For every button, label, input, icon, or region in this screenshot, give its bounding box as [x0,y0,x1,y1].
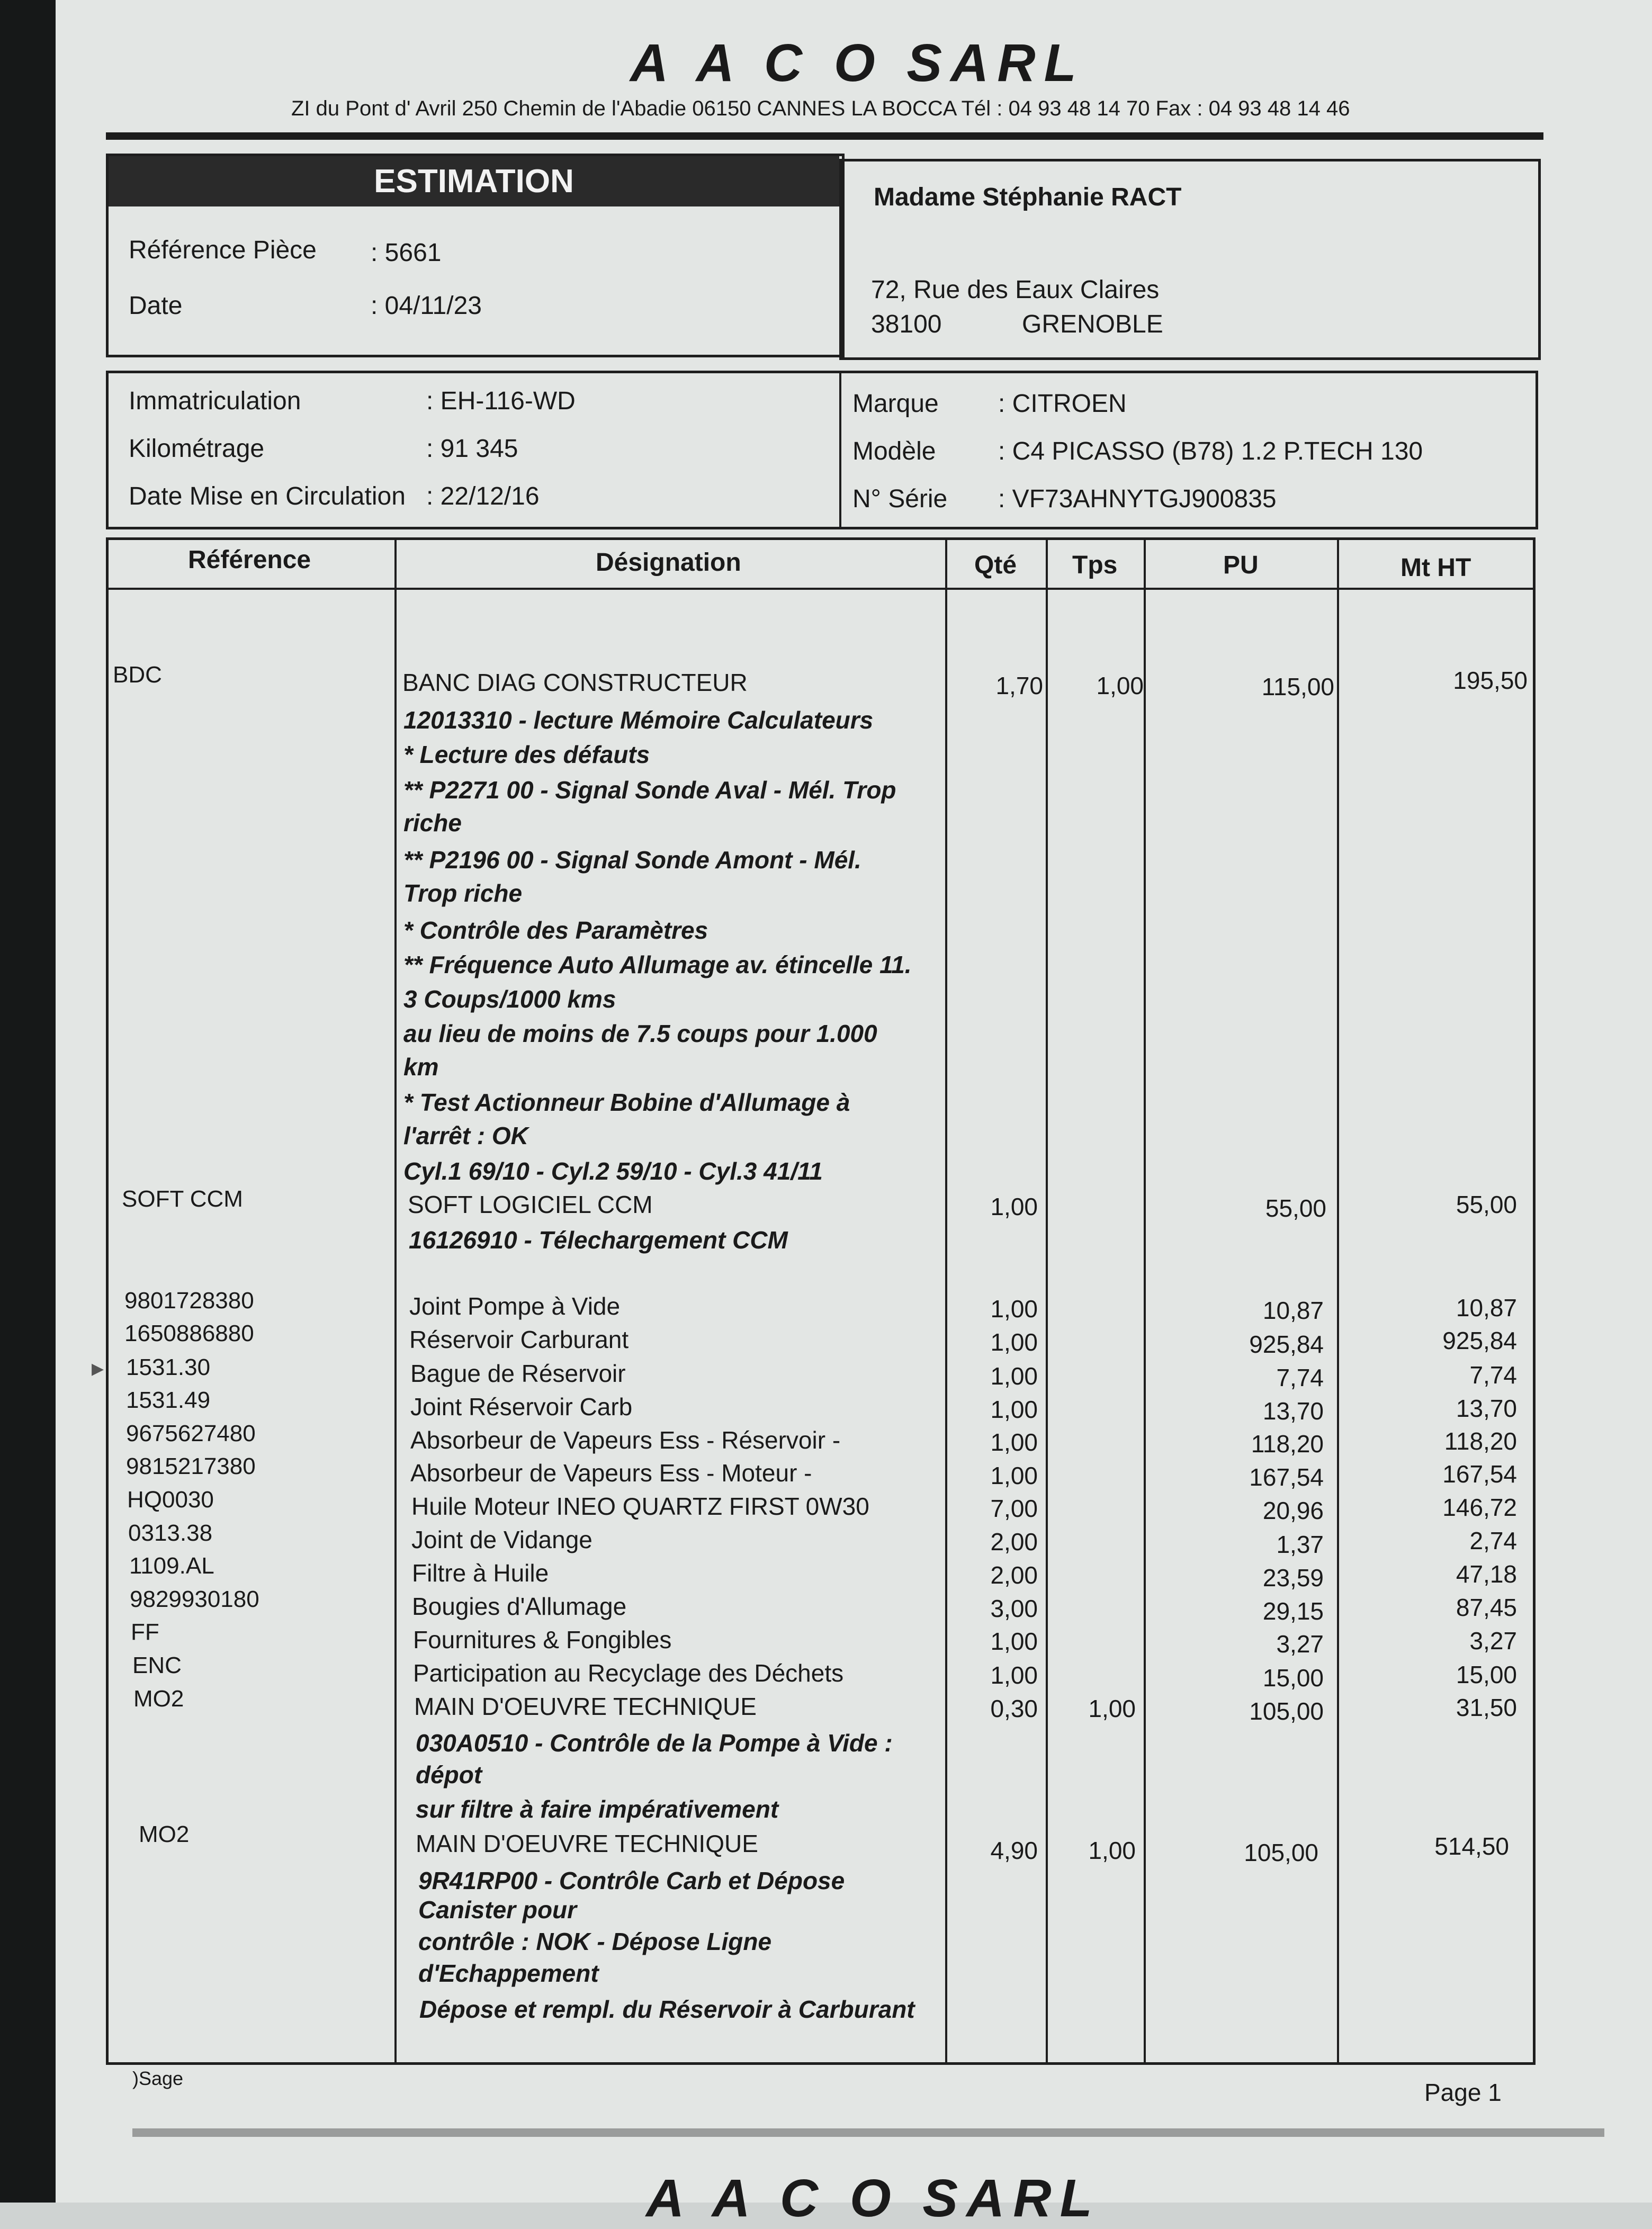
table-row-designation: Joint Pompe à Vide [409,1292,621,1320]
immat-value: : EH-116-WD [426,387,576,415]
modele-label: Modèle [852,437,936,465]
table-row-pu: 3,27 [1276,1630,1324,1658]
table-row-ref: 9815217380 [126,1453,256,1479]
dmc-value: : 22/12/16 [426,482,540,510]
estimation-title: ESTIMATION [109,156,839,206]
table-row-designation: SOFT LOGICIEL CCM [408,1191,653,1218]
table-row-qte: 1,00 [990,1661,1038,1689]
note-line: ** P2271 00 - Signal Sonde Aval - Mél. Trop [403,776,896,804]
table-row-ref: SOFT CCM [122,1186,243,1212]
table-row-mt: 13,70 [1456,1395,1517,1422]
table-row-ref: BDC [113,662,162,688]
marque-label: Marque [852,390,939,418]
table-row-mt: 167,54 [1442,1460,1517,1488]
table-row-designation: MAIN D'OEUVRE TECHNIQUE [414,1693,757,1720]
screen-bezel [0,0,56,2203]
note-line: Cyl.1 69/10 - Cyl.2 59/10 - Cyl.3 41/11 [403,1157,823,1185]
table-row-qte: 1,00 [990,1362,1038,1390]
table-row-qte: 1,00 [990,1428,1038,1456]
table-row-qte: 0,30 [990,1695,1038,1722]
table-row-designation: Filtre à Huile [412,1559,549,1587]
table-row-mt: 118,20 [1444,1427,1517,1455]
note-line: d'Echappement [418,1960,599,1987]
table-row-pu: 925,84 [1249,1331,1324,1358]
table-row-ref: HQ0030 [127,1487,214,1513]
company-address: ZI du Pont d' Avril 250 Chemin de l'Abadie 06150 CANNES LA BOCCA Tél : 04 93 48 14 70 Fax : 04 93 48 14 46 [291,97,1350,120]
col-header-designation: Désignation [596,549,741,577]
table-row-designation: Fournitures & Fongibles [413,1626,672,1653]
client-name: Madame Stéphanie RACT [874,183,1182,211]
table-row-pu: 29,15 [1262,1597,1324,1625]
table-row-qte: 1,00 [990,1462,1038,1489]
table-row-pu: 105,00 [1249,1697,1324,1725]
col-header-tps: Tps [1072,551,1118,579]
table-row-qte: 2,00 [990,1528,1038,1556]
table-row-ref: MO2 [139,1821,190,1847]
table-row-mt: 514,50 [1434,1832,1509,1860]
col-divider-5 [1337,540,1339,2065]
table-row-qte: 4,90 [990,1837,1038,1864]
date-label: Date [129,292,183,320]
table-row-qte: 1,00 [990,1396,1038,1423]
table-row-pu: 115,00 [1261,673,1334,700]
table-row-ref: ENC [132,1652,182,1678]
table-row-qte: 7,00 [990,1495,1038,1522]
km-value: : 91 345 [426,435,518,463]
estimation-box [106,154,845,357]
table-row-designation: Réservoir Carburant [409,1326,629,1353]
table-row-pu: 105,00 [1244,1839,1318,1866]
table-row-ref: FF [131,1619,159,1645]
dmc-label: Date Mise en Circulation [129,482,406,510]
header-rule [106,132,1543,140]
note-line: * Test Actionneur Bobine d'Allumage à [403,1089,850,1116]
table-row-tps: 1,00 [1088,1695,1136,1722]
note-line: riche [403,809,462,837]
note-line: Canister pour [418,1896,577,1924]
table-row-tps: 1,00 [1088,1837,1136,1864]
note-line: l'arrêt : OK [403,1122,528,1149]
note-line: dépot [416,1761,482,1788]
note-line: Trop riche [403,879,523,907]
note-line: contrôle : NOK - Dépose Ligne [418,1928,772,1955]
table-row-pu: 167,54 [1249,1463,1324,1491]
table-row-mt: 7,74 [1469,1361,1517,1389]
table-row-qte: 2,00 [990,1561,1038,1589]
note-line: au lieu de moins de 7.5 coups pour 1.000 [403,1020,877,1047]
note-line: * Contrôle des Paramètres [403,916,708,944]
table-row-ref: 1650886880 [124,1320,254,1346]
col-header-reference: Référence [188,546,311,574]
immat-label: Immatriculation [129,387,301,415]
km-label: Kilométrage [129,435,265,463]
table-row-designation: Huile Moteur INEO QUARTZ FIRST 0W30 [411,1493,869,1520]
table-row-qte: 3,00 [990,1595,1038,1622]
table-row-pu: 20,96 [1262,1497,1324,1524]
table-row-pu: 118,20 [1251,1430,1324,1458]
col-divider-1 [394,540,397,2065]
note-line: 030A0510 - Contrôle de la Pompe à Vide : [416,1729,893,1757]
table-row-designation: Joint Réservoir Carb [410,1393,633,1421]
client-postcode: 38100 [871,310,942,338]
table-row-designation: Participation au Recyclage des Déchets [413,1659,844,1687]
table-row-ref: 1109.AL [129,1553,214,1579]
table-row-designation: BANC DIAG CONSTRUCTEUR [402,669,748,696]
table-row-mt: 10,87 [1456,1294,1517,1322]
table-row-ref: 1531.49 [126,1387,211,1413]
table-row-mt: 195,50 [1453,667,1528,694]
note-line: 9R41RP00 - Contrôle Carb et Dépose [418,1867,845,1894]
table-row-mt: 55,00 [1456,1191,1517,1218]
col-header-pu: PU [1223,551,1259,579]
table-row-ref: 0313.38 [128,1520,213,1546]
table-row-pu: 15,00 [1262,1664,1324,1692]
serie-value: : VF73AHNYTGJ900835 [998,485,1277,513]
col-header-qte: Qté [974,551,1017,579]
note-line: ** P2196 00 - Signal Sonde Amont - Mél. [403,846,861,874]
note-line: 16126910 - Télechargement CCM [409,1226,788,1254]
table-row-pu: 10,87 [1262,1297,1324,1324]
client-city: GRENOBLE [1022,310,1163,338]
serie-label: N° Série [852,485,948,513]
ref-label: Référence Pièce [129,236,317,264]
client-street: 72, Rue des Eaux Claires [871,276,1160,304]
note-line: * Lecture des défauts [403,741,650,768]
note-line: Dépose et rempl. du Réservoir à Carburant [419,1996,915,2023]
table-row-pu: 1,37 [1276,1531,1324,1558]
col-header-mt-ht: Mt HT [1400,554,1471,582]
note-line: ** Fréquence Auto Allumage av. étincelle 11. [403,951,912,978]
table-row-pu: 55,00 [1265,1194,1326,1222]
table-row-mt: 3,27 [1469,1627,1517,1655]
table-row-designation: Joint de Vidange [411,1526,592,1553]
table-row-qte: 1,00 [990,1328,1038,1356]
ref-value: : 5661 [371,239,442,267]
client-box [839,159,1541,360]
vehicle-box [106,371,1538,529]
table-row-ref: MO2 [133,1686,184,1712]
table-row-qte: 1,00 [990,1193,1038,1220]
vehicle-divider [839,373,841,527]
table-row-mt: 925,84 [1442,1327,1517,1354]
table-row-pu: 7,74 [1276,1364,1324,1391]
table-row-designation: MAIN D'OEUVRE TECHNIQUE [416,1830,758,1857]
table-row-designation: Absorbeur de Vapeurs Ess - Moteur - [410,1459,812,1487]
table-row-pu: 13,70 [1262,1397,1324,1425]
table-header-rule [109,588,1536,590]
footer-rule [132,2128,1604,2137]
table-row-qte: 1,00 [990,1628,1038,1655]
table-row-mt: 2,74 [1469,1527,1517,1554]
marque-value: : CITROEN [998,390,1127,418]
table-row-ref: 9801728380 [124,1288,254,1314]
table-row-designation: Bougies d'Allumage [412,1593,627,1620]
note-line: sur filtre à faire impérativement [416,1795,779,1823]
modele-value: : C4 PICASSO (B78) 1.2 P.TECH 130 [998,437,1423,465]
table-row-mt: 47,18 [1456,1560,1517,1588]
table-row-mt: 15,00 [1456,1661,1517,1688]
col-divider-4 [1144,540,1146,2065]
table-row-designation: Bague de Réservoir [410,1360,626,1387]
next-page-company-name: A A C O SARL [646,2169,1101,2228]
table-row-mt: 87,45 [1456,1594,1517,1621]
note-line: km [403,1053,439,1081]
table-row-qte: 1,70 [995,672,1043,699]
table-row-tps: 1,00 [1096,672,1144,699]
table-row-pu: 23,59 [1262,1564,1324,1592]
table-row-ref: 9675627480 [126,1421,256,1446]
note-line: 12013310 - lecture Mémoire Calculateurs [403,706,874,734]
table-row-designation: Absorbeur de Vapeurs Ess - Réservoir - [410,1426,841,1454]
row-marker-icon: ▶ [92,1360,104,1378]
table-row-ref: 1531.30 [126,1354,211,1380]
date-value: : 04/11/23 [371,292,482,320]
table-row-mt: 31,50 [1456,1694,1517,1721]
company-name: A A C O SARL [630,33,1085,93]
table-row-qte: 1,00 [990,1295,1038,1323]
note-line: 3 Coups/1000 kms [403,985,616,1013]
sage-mark: )Sage [132,2068,184,2089]
page-number: Page 1 [1424,2079,1502,2106]
table-row-mt: 146,72 [1442,1494,1517,1521]
table-row-ref: 9829930180 [130,1586,259,1612]
